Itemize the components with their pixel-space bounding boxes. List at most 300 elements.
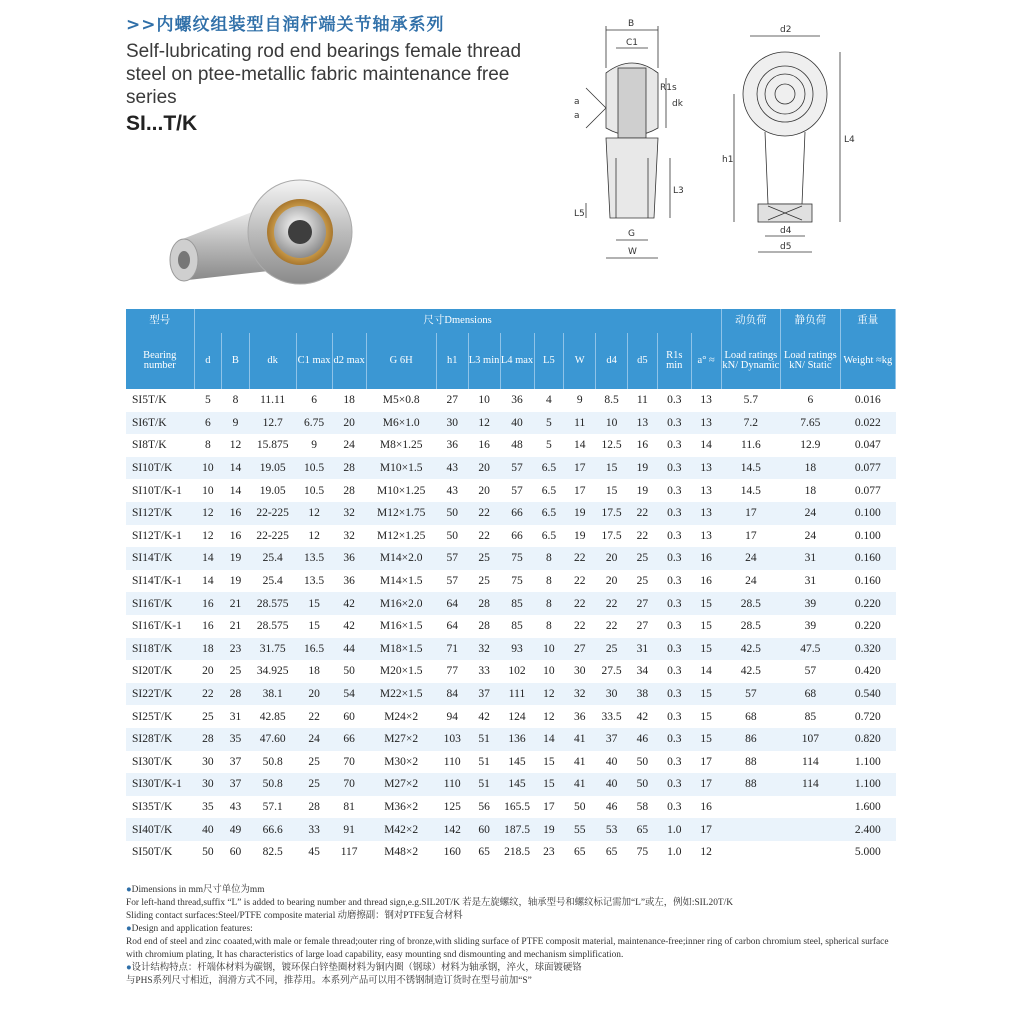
- table-cell: 40: [194, 818, 222, 841]
- table-cell: 15: [543, 755, 555, 768]
- bearing-number-cell: SI12T/K: [126, 502, 194, 525]
- table-cell: 15: [308, 620, 320, 633]
- table-cell: 11: [636, 394, 648, 407]
- table-cell: 35: [222, 728, 250, 751]
- table-cell: 34.925: [256, 665, 289, 678]
- table-cell: 8: [534, 547, 564, 570]
- table-cell: 14: [534, 728, 564, 751]
- table-cell: 37: [222, 773, 250, 796]
- table-cell: 10: [596, 412, 628, 435]
- table-cell: 28.5: [721, 592, 781, 615]
- table-cell: 28: [478, 620, 490, 633]
- table-cell: 16: [691, 547, 721, 570]
- table-row: [126, 592, 896, 615]
- table-row: [126, 841, 896, 864]
- table-cell: 50: [573, 800, 586, 813]
- table-cell: 15: [700, 710, 712, 723]
- table-row: [126, 389, 896, 412]
- table-cell: 15: [691, 728, 721, 751]
- table-cell: 42: [332, 592, 366, 615]
- diagram-label: a: [574, 97, 580, 107]
- table-cell: 0.160: [854, 575, 881, 588]
- table-cell: 160: [443, 846, 461, 859]
- table-cell: 36: [573, 710, 586, 723]
- table-cell: 0.077: [840, 457, 895, 480]
- note-line: Rod end of steel and zinc coaated,with male or female thread;outer ring of bronze,with sliding surface of PTFE composit material, maintenance-free;inner ring of carbon chromium steel, spherical surface with chromium plating, It has characteristics of large load capability, easy mounting snd dismounting and mechanism simplification.: [126, 937, 889, 960]
- table-cell: 18: [781, 457, 841, 480]
- table-cell: 9: [311, 439, 317, 452]
- column-header: d2 max: [332, 333, 366, 389]
- table-cell: 0.420: [854, 665, 881, 678]
- table-cell: 38: [628, 683, 658, 706]
- table-cell: 16: [222, 502, 250, 525]
- table-cell: 60: [343, 710, 355, 723]
- table-cell: 50: [636, 755, 649, 768]
- table-row: [126, 547, 896, 570]
- table-cell: 9: [576, 394, 583, 407]
- table-cell: 136: [500, 728, 534, 751]
- table-row: [126, 457, 896, 480]
- table-cell: 88: [721, 773, 781, 796]
- table-cell: 17: [573, 484, 586, 497]
- table-cell: 14.5: [721, 457, 781, 480]
- table-cell: 19.05: [249, 457, 296, 480]
- note-line: 与PHS系列尺寸相近，润滑方式不同，推荐用。本系列产品可以用不锈钢制造订货时在型号前加“S”: [126, 976, 532, 986]
- table-cell: 14: [222, 457, 250, 480]
- table-cell: 39: [804, 620, 817, 633]
- table-cell: 0.3: [657, 457, 691, 480]
- table-cell: 16.5: [296, 638, 332, 661]
- table-cell: 19: [636, 484, 649, 497]
- bearing-number-cell: SI12T/K-1: [132, 529, 182, 542]
- table-row: [126, 615, 896, 638]
- bearing-number-cell: SI14T/K-1: [132, 575, 182, 588]
- table-cell: 19: [534, 818, 564, 841]
- table-row: [126, 525, 896, 548]
- table-cell: 12: [229, 439, 242, 452]
- table-cell: M10×1.25: [377, 484, 426, 497]
- table-cell: 23: [543, 846, 555, 859]
- table-cell: 51: [468, 728, 500, 751]
- diagram-label: h1: [722, 155, 734, 165]
- table-cell: 114: [781, 773, 841, 796]
- table-cell: 0.3: [667, 529, 682, 542]
- table-cell: 75: [636, 846, 649, 859]
- table-cell: 145: [508, 755, 526, 768]
- table-cell: 5: [204, 394, 211, 407]
- table-cell: 85: [804, 710, 817, 723]
- table-cell: 24: [296, 728, 332, 751]
- column-header: d: [194, 333, 222, 389]
- table-cell: 57.1: [262, 800, 283, 813]
- table-cell: 66: [511, 529, 523, 542]
- column-header: Load ratings kN/ Dynamic: [721, 333, 781, 389]
- table-cell: 15: [691, 592, 721, 615]
- table-cell: 8.5: [604, 394, 619, 407]
- note-line: For left-hand thread,suffix “L” is added to bearing number and thread sign,e.g.SIL20T/K 若是左旋螺纹，轴承型号和螺纹标记需加“L”或左，例如:SIL20T/K: [126, 898, 734, 908]
- table-cell: 24: [721, 547, 781, 570]
- table-cell: 9: [222, 412, 250, 435]
- table-cell: 0.3: [657, 592, 691, 615]
- column-header: h1: [436, 333, 468, 389]
- table-cell: 20: [605, 575, 618, 588]
- diagram-label: dk: [672, 99, 683, 109]
- table-cell: 58: [636, 800, 649, 813]
- table-cell: 46: [628, 728, 658, 751]
- table-cell: 6: [807, 394, 814, 407]
- table-cell: 28: [343, 484, 355, 497]
- column-header: G 6H: [366, 333, 436, 389]
- table-cell: 85: [511, 620, 523, 633]
- table-row: [126, 796, 896, 819]
- table-cell: 40: [596, 773, 628, 796]
- table-cell: 28: [194, 728, 222, 751]
- table-cell: 25: [296, 773, 332, 796]
- table-cell: 28.575: [256, 620, 289, 633]
- table-cell: 40: [500, 412, 534, 435]
- table-cell: 16: [202, 620, 214, 633]
- table-cell: 0.077: [854, 484, 881, 497]
- table-cell: 31: [781, 547, 841, 570]
- table-cell: 16: [478, 439, 490, 452]
- table-cell: 117: [340, 846, 358, 859]
- table-cell: 64: [436, 592, 468, 615]
- table-cell: 28.575: [249, 592, 296, 615]
- table-cell: M5×0.8: [382, 394, 420, 407]
- table-cell: 218.5: [504, 846, 530, 859]
- table-cell: 12: [543, 710, 555, 723]
- table-cell: 28: [222, 683, 250, 706]
- table-cell: 0.160: [840, 547, 895, 570]
- table-cell: 65: [478, 846, 490, 859]
- table-cell: 75: [500, 547, 534, 570]
- bearing-number-cell: SI8T/K: [132, 439, 167, 452]
- table-cell: 103: [436, 728, 468, 751]
- table-cell: 43: [229, 800, 242, 813]
- table-cell: 82.5: [262, 846, 283, 859]
- diagram-label: L5: [574, 209, 585, 219]
- table-cell: 187.5: [500, 818, 534, 841]
- table-cell: 64: [446, 620, 458, 633]
- table-cell: 22: [573, 575, 586, 588]
- table-cell: 110: [436, 773, 468, 796]
- table-cell: 32: [332, 502, 366, 525]
- table-cell: 53: [596, 818, 628, 841]
- table-row: [126, 434, 896, 457]
- table-cell: 50: [343, 665, 355, 678]
- table-cell: 0.3: [667, 575, 682, 588]
- diagram-label: G: [628, 229, 635, 239]
- header-weight: 重量: [840, 309, 895, 333]
- table-cell: 0.3: [667, 620, 682, 633]
- table-cell: 13.5: [304, 575, 325, 588]
- section-drawing: [566, 18, 696, 268]
- column-header: C1 max: [296, 333, 332, 389]
- table-cell: 8: [546, 575, 552, 588]
- table-cell: 60: [229, 846, 242, 859]
- table-cell: 30: [573, 665, 586, 678]
- column-header: dk: [249, 333, 296, 389]
- table-cell: 14: [229, 484, 242, 497]
- table-cell: 36: [343, 575, 355, 588]
- diagram-label: C1: [626, 38, 639, 48]
- table-cell: 33: [478, 665, 490, 678]
- table-cell: 125: [443, 800, 461, 813]
- table-cell: 46: [605, 800, 618, 813]
- table-cell: 25: [596, 638, 628, 661]
- table-cell: 15: [691, 683, 721, 706]
- table-cell: 10: [534, 638, 564, 661]
- bearing-number-cell: SI25T/K: [132, 710, 173, 723]
- table-row: [126, 728, 896, 751]
- table-cell: 20: [468, 457, 500, 480]
- table-cell: 38.1: [249, 683, 296, 706]
- table-cell: 12.5: [601, 439, 622, 452]
- column-header: R1s min: [657, 333, 691, 389]
- table-cell: 0.3: [667, 439, 682, 452]
- note-line: Sliding contact surfaces:Steel/PTFE composite material 动磨擦副：钢对PTFE复合材料: [126, 911, 463, 921]
- table-cell: 70: [343, 755, 355, 768]
- table-cell: 11: [564, 412, 596, 435]
- table-cell: 43: [446, 484, 458, 497]
- table-cell: 8: [204, 439, 211, 452]
- table-cell: 50: [628, 773, 658, 796]
- table-cell: 24: [804, 529, 817, 542]
- table-cell: 84: [436, 683, 468, 706]
- table-cell: 44: [332, 638, 366, 661]
- table-cell: 37: [229, 755, 242, 768]
- table-cell: M14×1.5: [379, 575, 423, 588]
- table-cell: 42: [478, 710, 490, 723]
- header-static: 静负荷: [781, 309, 841, 333]
- table-cell: 66: [500, 502, 534, 525]
- table-cell: 42: [343, 620, 355, 633]
- table-cell: 0.022: [840, 412, 895, 435]
- table-row: [126, 683, 896, 706]
- table-cell: M27×2: [366, 728, 436, 751]
- table-cell: 33.5: [601, 710, 622, 723]
- table-cell: 12: [296, 502, 332, 525]
- table-cell: 8: [232, 394, 239, 407]
- table-cell: 1.600: [854, 800, 881, 813]
- table-cell: 14: [700, 665, 712, 678]
- bearing-number-cell: SI50T/K: [132, 846, 173, 859]
- table-cell: 20: [478, 484, 490, 497]
- table-cell: 14: [194, 547, 222, 570]
- table-cell: 12: [468, 412, 500, 435]
- table-cell: 30: [194, 773, 222, 796]
- table-cell: 0.3: [657, 773, 691, 796]
- table-cell: 12: [700, 846, 712, 859]
- table-cell: 165.5: [504, 800, 530, 813]
- diagram-label: d2: [780, 25, 792, 35]
- table-cell: 57: [436, 547, 468, 570]
- table-cell: 17: [691, 773, 721, 796]
- table-cell: 28: [332, 457, 366, 480]
- table-cell: 15.875: [256, 439, 289, 452]
- table-cell: M6×1.0: [366, 412, 436, 435]
- table-cell: 22: [605, 620, 618, 633]
- table-cell: M24×2: [384, 710, 419, 723]
- table-cell: 42.5: [721, 638, 781, 661]
- table-cell: 0.100: [840, 502, 895, 525]
- table-cell: 23: [222, 638, 250, 661]
- table-cell: 7.65: [781, 412, 841, 435]
- diagram-label: L3: [673, 186, 684, 196]
- table-cell: 5: [534, 412, 564, 435]
- table-cell: 93: [500, 638, 534, 661]
- table-cell: 142: [436, 818, 468, 841]
- table-cell: 86: [721, 728, 781, 751]
- table-cell: 28: [468, 592, 500, 615]
- table-cell: 0.100: [854, 529, 881, 542]
- table-cell: 65: [573, 846, 586, 859]
- table-cell: 50: [446, 529, 458, 542]
- table-cell: 0.3: [667, 484, 682, 497]
- table-cell: 0.3: [657, 547, 691, 570]
- table-cell: 41: [564, 773, 596, 796]
- table-cell: 12: [202, 529, 214, 542]
- table-cell: 77: [446, 665, 458, 678]
- table-cell: 5.7: [743, 394, 759, 407]
- table-cell: 21: [222, 592, 250, 615]
- table-cell: 25.4: [262, 575, 283, 588]
- table-cell: 41: [573, 755, 586, 768]
- dimensions-table: [126, 309, 896, 863]
- table-cell: 124: [508, 710, 526, 723]
- english-title: Self-lubricating rod end bearings female thread steel on ptee-metallic fabric maintenance free series: [126, 41, 522, 108]
- bearing-number-cell: SI16T/K-1: [132, 620, 182, 633]
- table-cell: M48×2: [384, 846, 419, 859]
- table-cell: 6: [311, 394, 317, 407]
- note-line: ●Design and application features:: [126, 924, 253, 934]
- table-cell: M12×1.25: [377, 529, 426, 542]
- table-cell: 60: [468, 818, 500, 841]
- table-cell: 68: [781, 683, 841, 706]
- table-cell: 19: [628, 457, 658, 480]
- table-cell: 30: [596, 683, 628, 706]
- table-cell: 16: [194, 592, 222, 615]
- table-cell: 15: [605, 484, 618, 497]
- table-cell: 37: [468, 683, 500, 706]
- table-cell: 25: [308, 755, 320, 768]
- table-cell: 12: [194, 502, 222, 525]
- note-line: ●设计结构特点：杆端体材料为碳钢，镀环保白锌垫圈材料为铜内圈（钢球）材料为轴承钢，淬火，球面镀硬铬: [126, 963, 582, 973]
- table-cell: 0.3: [657, 683, 691, 706]
- diagram-label: B: [628, 19, 635, 29]
- table-cell: [721, 796, 781, 819]
- table-cell: M20×1.5: [379, 665, 423, 678]
- table-cell: 0.3: [667, 394, 682, 407]
- table-cell: 11.11: [260, 394, 286, 407]
- table-cell: 48: [511, 439, 523, 452]
- table-cell: 81: [343, 800, 355, 813]
- table-cell: 36: [332, 547, 366, 570]
- bearing-number-cell: SI14T/K: [126, 547, 194, 570]
- table-row: [126, 818, 896, 841]
- table-cell: 25: [628, 547, 658, 570]
- table-cell: 24: [745, 575, 757, 588]
- table-cell: 57: [446, 575, 458, 588]
- table-row: [126, 570, 896, 593]
- table-cell: 10: [478, 394, 490, 407]
- table-cell: 1.100: [840, 773, 895, 796]
- table-cell: 16: [700, 575, 712, 588]
- table-cell: 1.0: [667, 846, 682, 859]
- table-cell: 6.5: [534, 502, 564, 525]
- table-cell: 0.820: [840, 728, 895, 751]
- table-cell: 22-225: [249, 502, 296, 525]
- table-cell: 10.5: [304, 484, 325, 497]
- table-cell: M18×1.5: [366, 638, 436, 661]
- table-cell: 0.3: [667, 800, 682, 813]
- table-cell: 42: [636, 710, 649, 723]
- diagram-label: W: [628, 247, 637, 257]
- table-cell: 42.85: [259, 710, 286, 723]
- table-cell: 107: [781, 728, 841, 751]
- table-cell: 30: [202, 755, 214, 768]
- table-cell: 4: [546, 394, 552, 407]
- table-cell: 0.3: [657, 502, 691, 525]
- header-dynamic: 动负荷: [721, 309, 781, 333]
- bearing-number-cell: SI28T/K: [126, 728, 194, 751]
- table-cell: 40: [605, 755, 618, 768]
- table-cell: 15: [691, 638, 721, 661]
- table-cell: 10: [194, 457, 222, 480]
- table-cell: M8×1.25: [379, 439, 423, 452]
- diagram-label: a: [574, 111, 580, 121]
- table-cell: 10: [543, 665, 555, 678]
- bearing-number-cell: SI18T/K: [126, 638, 194, 661]
- table-cell: 24: [781, 502, 841, 525]
- table-cell: 47.60: [249, 728, 296, 751]
- table-cell: 6.5: [541, 529, 557, 542]
- table-cell: 22: [308, 710, 320, 723]
- column-header: Weight ≈kg: [840, 333, 895, 389]
- table-cell: 39: [781, 592, 841, 615]
- table-cell: 14: [202, 575, 214, 588]
- table-cell: 11.6: [741, 439, 761, 452]
- table-cell: 28.5: [740, 620, 761, 633]
- table-cell: 70: [332, 773, 366, 796]
- table-cell: 13: [628, 412, 658, 435]
- table-cell: 12.9: [800, 439, 821, 452]
- diagram-label: d5: [780, 242, 792, 252]
- table-cell: 25.4: [249, 547, 296, 570]
- table-cell: 22-225: [256, 529, 289, 542]
- table-cell: 25: [229, 665, 242, 678]
- table-cell: 31: [804, 575, 817, 588]
- table-cell: 50: [436, 502, 468, 525]
- table-cell: 19: [573, 529, 586, 542]
- table-cell: 25: [636, 575, 649, 588]
- table-row: [126, 412, 896, 435]
- table-cell: 8: [534, 592, 564, 615]
- table-cell: 55: [564, 818, 596, 841]
- table-cell: 13: [700, 529, 712, 542]
- table-cell: 91: [332, 818, 366, 841]
- table-cell: 19: [564, 502, 596, 525]
- table-cell: 0.220: [854, 620, 881, 633]
- table-cell: M42×2: [366, 818, 436, 841]
- diagram-label: d4: [780, 226, 792, 236]
- table-cell: 13: [691, 457, 721, 480]
- table-cell: 22: [636, 529, 649, 542]
- front-drawing: [720, 22, 860, 262]
- table-cell: M30×2: [384, 755, 419, 768]
- table-cell: 19: [229, 575, 242, 588]
- header-dimensions: 尺寸Dmensions: [194, 309, 721, 333]
